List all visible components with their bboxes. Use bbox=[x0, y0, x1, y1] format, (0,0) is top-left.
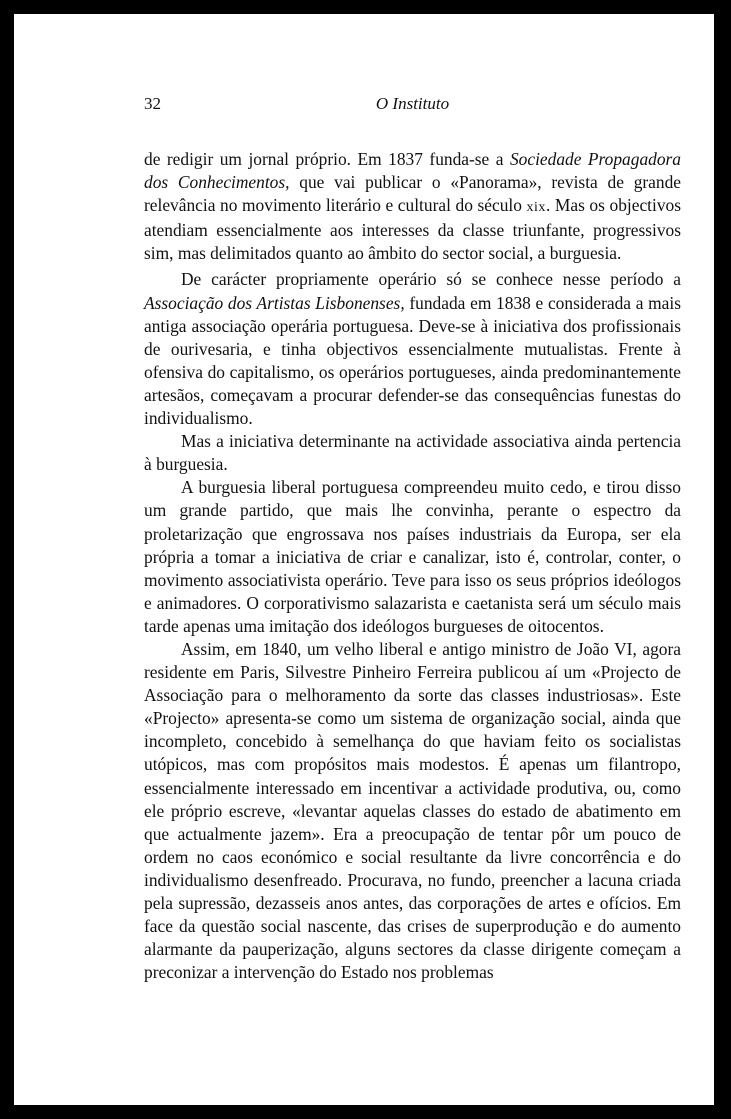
paragraph bbox=[144, 430, 681, 476]
text-run: Assim, em 1840, um velho liberal e antigo ministro de João VI, agora residente em Paris, Silvestre Pinheiro Ferreira publicou aí um «Projecto de Associação para o melhoramento da sorte das classes industriosas». Este «Projecto» apresenta-se como um sistema de organização social, ainda que incompleto, concebido à semelhança do que haviam feito os socialistas utópicos, mas com propósitos mais modestos. É apenas um filantropo, essencialmente interessado em incentivar a actividade produtiva, ou, como ele próprio escreve, «levantar aquelas classes do estado de abatimento em que actualmente jazem». Era a preocupação de tentar pôr um pouco de ordem no caos económico e social resultante da livre concorrência e do individualismo desenfreado. Procurava, no fundo, preencher a lacuna criada pela supressão, dezasseis anos antes, das corporações de artes e ofícios. Em face da questão social nascente, das crises de superprodução e do aumento alarmante da pauperização, alguns sectores da classe dirigente começam a preconizar a intervenção do Estado nos problemas bbox=[144, 638, 681, 983]
italic-title: Sociedade Propagadora dos Conhecimentos, bbox=[144, 149, 681, 193]
text-run: A burguesia liberal portuguesa compreendeu muito cedo, e tirou disso um grande partido, que mais lhe convinha, perante o espectro da proletarização que engrossava nos países industriais da Europa, ser ela própria a tomar a iniciativa de criar e canalizar, isto é, controlar, conter, o movimento associativista operário. Teve para isso os seus próprios ideólogos e animadores. O corporativismo salazarista e caetanista será um século mais tarde apenas uma imitação dos ideólogos burgueses de oitocentos. bbox=[144, 477, 681, 636]
book-page bbox=[14, 14, 714, 1105]
text-run: De carácter propriamente operário só se conhece nesse período a bbox=[181, 269, 681, 290]
paragraph bbox=[144, 148, 681, 265]
body-text bbox=[144, 148, 681, 984]
paragraph bbox=[144, 268, 681, 430]
running-title: O Instituto bbox=[375, 94, 450, 113]
text-run: que vai publicar o «Panorama», revista de grande relevância no movimento literário e cultural do século bbox=[144, 172, 682, 216]
text-run: de redigir um jornal próprio. Em 1837 funda-se a bbox=[144, 149, 510, 169]
page-number: 32 bbox=[144, 94, 161, 113]
text-run: Mas a iniciativa determinante na actividade associativa ainda pertencia à burguesia. bbox=[144, 431, 681, 475]
italic-title: Associação dos Artistas Lisbonenses, bbox=[144, 292, 405, 313]
paragraph bbox=[144, 638, 681, 984]
page-header bbox=[144, 94, 681, 124]
paragraph bbox=[144, 476, 681, 638]
text-run: fundada em 1838 e considerada a mais antiga associação operária portuguesa. Deve-se à iniciativa dos profissionais de ourivesaria, e tinha objectivos essencialmente mutualistas. Frente à ofensiva do capitalismo, os operários portugueses, ainda predominantemente artesãos, começavam a procurar defender-se das consequências funestas do individualismo. bbox=[144, 292, 681, 429]
roman-numeral: xix bbox=[526, 200, 546, 216]
text-run: . Mas os objectivos atendiam essencialmente aos interesses da classe triunfante, progressivos sim, mas delimitados quanto ao âmbito do sector social, a burguesia. bbox=[144, 195, 681, 264]
